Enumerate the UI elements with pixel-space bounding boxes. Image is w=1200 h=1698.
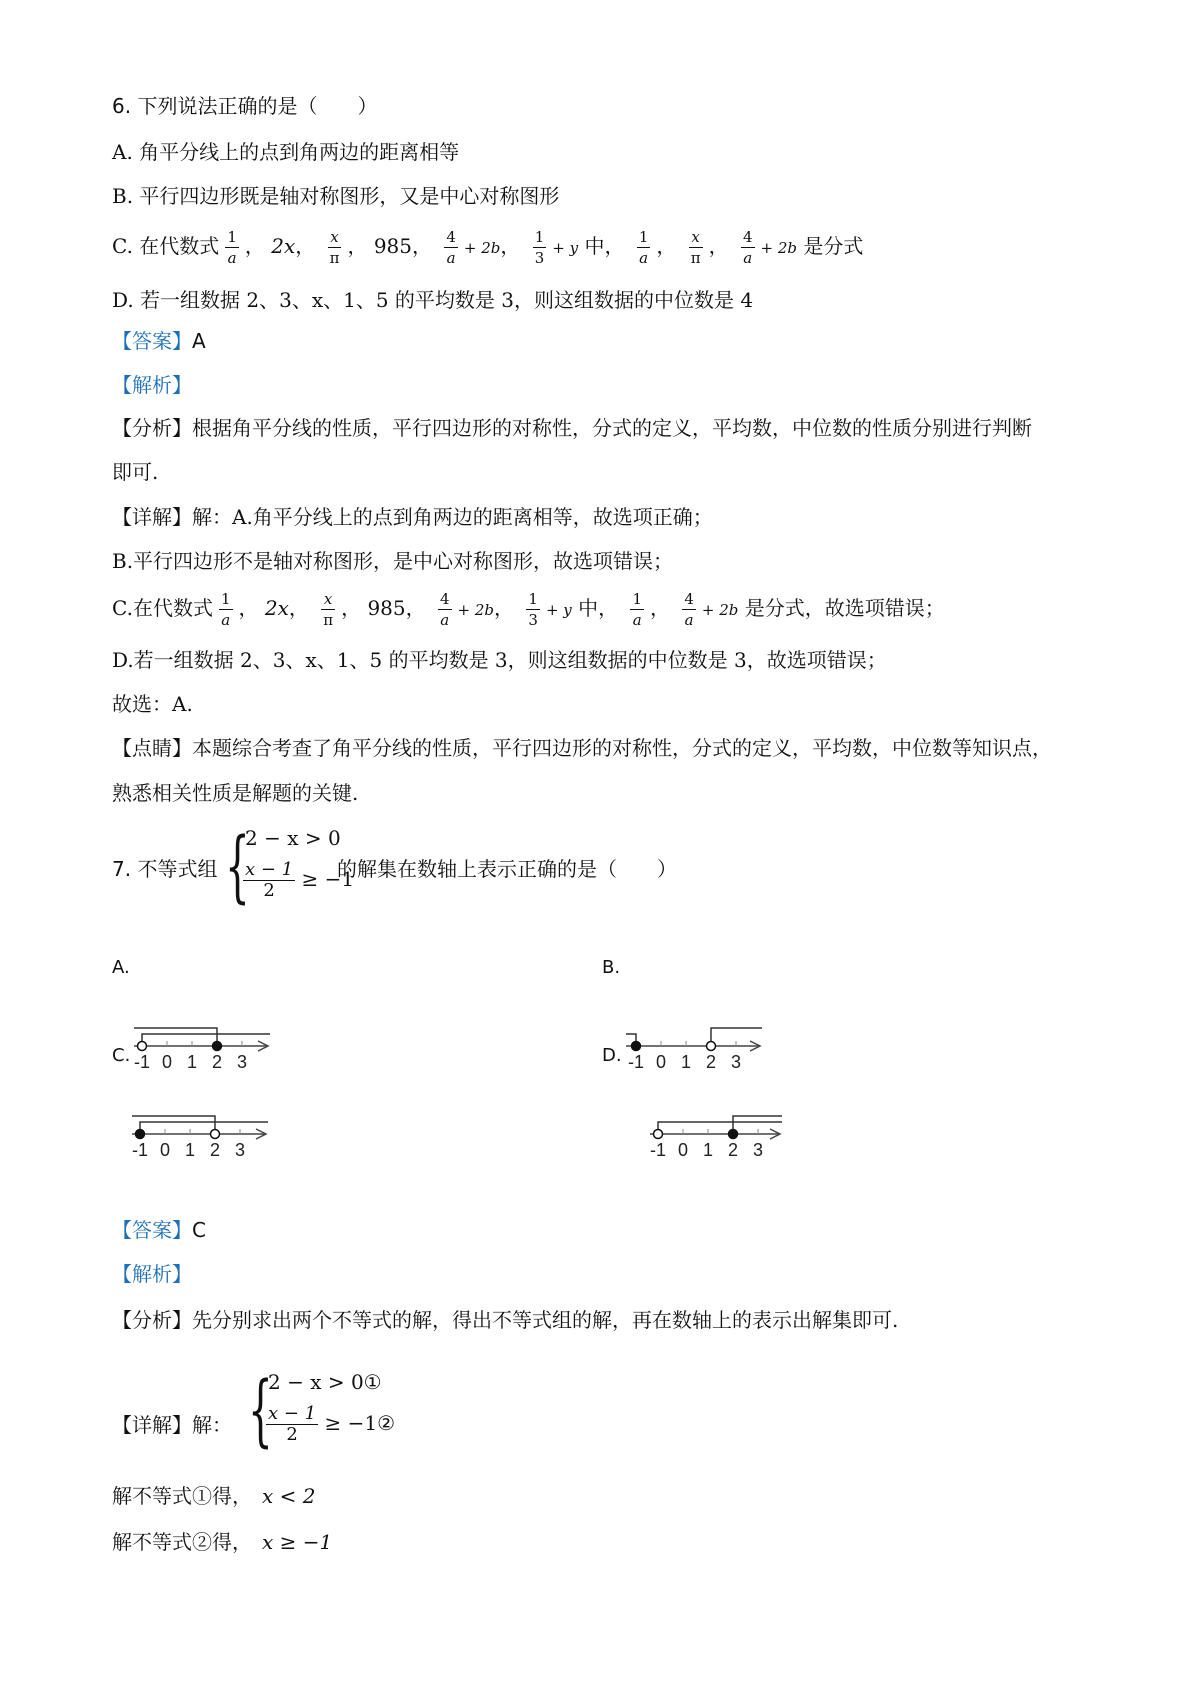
number-line-a	[134, 1022, 294, 1084]
fraction-x-over-pi: $\frac{x}{\pi}$	[329, 228, 340, 267]
solution-ray	[658, 1122, 782, 1134]
q6-option-a: A. 角平分线上的点到角两边的距离相等	[112, 140, 460, 164]
q6-xiangjie-1: 【详解】解：A.角平分线上的点到角两边的距离相等，故选项正确；	[112, 505, 713, 529]
q7-answer: 【答案】C	[112, 1218, 206, 1242]
q7-stem-prefix: 7. 不等式组	[112, 857, 218, 881]
fraction-1-over-a-2: $\frac{1}{a}$	[638, 228, 649, 267]
q7-inequality-1: 2 − x > 0	[245, 826, 341, 850]
tick-label: 0	[161, 1052, 173, 1072]
q7-stem-suffix: 的解集在数轴上表示正确的是（ ）	[337, 857, 677, 881]
q6-xiangjie-c: C.在代数式 $\frac{1}{a}$ ， 2x， $\frac{x}{\pi}$ ， 985， $\frac{4}{a}$ + 2b， $\frac{1}{3}$ + y 中， $\frac{1}{a}$ ， $\frac{4}{a}$ + 2b 是分式，故选项错误；	[112, 590, 945, 629]
q6-answer: 【答案】A	[112, 329, 206, 353]
open-dot	[211, 1130, 220, 1139]
tick-label: 1	[702, 1140, 714, 1160]
q7-xiangjie-system	[248, 1366, 398, 1466]
expr-985: 985	[373, 234, 412, 258]
expr-2x: 2x	[271, 234, 296, 258]
q6-dianjing-2: 熟悉相关性质是解题的关键.	[112, 781, 359, 805]
q6-fenxi-2: 即可.	[112, 460, 159, 484]
q6-dianjing-1: 【点睛】本题综合考查了角平分线的性质，平行四边形的对称性，分式的定义，平均数，中位数等知识点，	[112, 736, 1052, 760]
tick-label: 1	[184, 1140, 196, 1160]
tick-label: 0	[655, 1052, 667, 1072]
brace-icon: {	[248, 1366, 273, 1456]
tick-label: 3	[236, 1052, 248, 1072]
tick-label: -1	[650, 1140, 667, 1160]
q6-stem: 6. 下列说法正确的是（ ）	[112, 94, 378, 118]
q7-solution-2: 解不等式②得， x ≥ −1	[112, 1530, 333, 1554]
q7-option-a-label: A.	[112, 957, 130, 978]
brace-icon: {	[225, 822, 250, 912]
open-dot	[654, 1130, 663, 1139]
number-line-b	[626, 1022, 836, 1084]
q6-xiangjie-b: B.平行四边形不是轴对称图形，是中心对称图形，故选项错误；	[112, 549, 674, 573]
tick-label: 2	[705, 1052, 717, 1072]
tick-label: 1	[186, 1052, 198, 1072]
q6-jiexi: 【解析】	[112, 373, 192, 397]
q7-inequality-system	[225, 822, 355, 922]
tick-label: 1	[680, 1052, 692, 1072]
fraction-1-over-3-2: $\frac{1}{3}$	[528, 590, 538, 629]
q7-jiexi: 【解析】	[112, 1262, 192, 1286]
open-dot	[707, 1042, 716, 1051]
fraction-1-over-a: $\frac{1}{a}$	[227, 228, 237, 267]
q7-fenxi: 【分析】先分别求出两个不等式的解，得出不等式组的解，再在数轴上的表示出解集即可.	[112, 1308, 899, 1332]
number-line-d	[650, 1110, 840, 1172]
fraction-4-over-a: $\frac{4}{a}$	[446, 228, 456, 267]
solution-ray	[140, 1122, 268, 1134]
q6-xiangjie-d: D.若一组数据 2、3、x、1、5 的平均数是 3，则这组数据的中位数是 3，故选项错误；	[112, 648, 887, 672]
closed-dot	[729, 1130, 738, 1139]
tick-label: 2	[209, 1140, 221, 1160]
closed-dot	[632, 1042, 641, 1051]
fraction-x-over-pi-3: $\frac{x}{\pi}$	[323, 590, 334, 629]
q7-xiangjie-prefix: 【详解】解：	[112, 1413, 232, 1437]
q6-option-c-prefix: C. 在代数式	[112, 234, 220, 258]
tick-label: 0	[159, 1140, 171, 1160]
q6-fenxi-1: 【分析】根据角平分线的性质，平行四边形的对称性，分式的定义，平均数，中位数的性质分别进行判断	[112, 416, 1032, 440]
fraction-4-over-a-4: $\frac{4}{a}$	[684, 590, 694, 629]
q6-option-b: B. 平行四边形既是轴对称图形，又是中心对称图形	[112, 184, 560, 208]
tick-label: 3	[730, 1052, 742, 1072]
fraction-1-over-a-4: $\frac{1}{a}$	[632, 590, 643, 629]
fraction-4-over-a-3: $\frac{4}{a}$	[440, 590, 450, 629]
q6-choose: 故选：A.	[112, 692, 193, 716]
q7-inequality-2: $\frac{x - 1}{2}$ ≥ −1	[245, 859, 355, 901]
number-line-c	[132, 1110, 292, 1172]
tick-label: -1	[134, 1052, 151, 1072]
tick-label: 2	[727, 1140, 739, 1160]
fraction-x-over-pi-2: $\frac{x}{\pi}$	[690, 228, 701, 267]
closed-dot	[136, 1130, 145, 1139]
solution-ray	[142, 1034, 270, 1046]
q7-system-eq-2: $\frac{x - 1}{2}$ ≥ −1②	[268, 1403, 396, 1445]
tick-label: -1	[132, 1140, 149, 1160]
tick-label: 2	[211, 1052, 223, 1072]
q7-option-b-label: B.	[602, 957, 621, 978]
closed-dot	[213, 1042, 222, 1051]
q6-option-c: C. 在代数式 $\frac{1}{a}$ ， 2x， $\frac{x}{\pi}$ ， 985， $\frac{4}{a}$ + 2b， $\frac{1}{3}$ + y 中， $\frac{1}{a}$ ， $\frac{x}{\pi}$ ， $\frac{4}{a}$ + 2b 是分式	[112, 228, 864, 267]
tick-label: -1	[627, 1052, 645, 1072]
tick-label: 3	[234, 1140, 246, 1160]
q7-solution-1: 解不等式①得， x < 2	[112, 1484, 316, 1508]
fraction-1-over-a-3: $\frac{1}{a}$	[220, 590, 231, 629]
open-dot	[138, 1042, 147, 1051]
q7-system-eq-1: 2 − x > 0①	[268, 1370, 382, 1394]
tick-label: 0	[677, 1140, 689, 1160]
fraction-1-over-3: $\frac{1}{3}$	[534, 228, 545, 267]
q6-option-d: D. 若一组数据 2、3、x、1、5 的平均数是 3，则这组数据的中位数是 4	[112, 288, 754, 312]
fraction-4-over-a-2: $\frac{4}{a}$	[742, 228, 753, 267]
q7-option-d-label: D.	[602, 1045, 622, 1066]
q7-option-c-label: C.	[112, 1045, 131, 1066]
tick-label: 3	[752, 1140, 764, 1160]
